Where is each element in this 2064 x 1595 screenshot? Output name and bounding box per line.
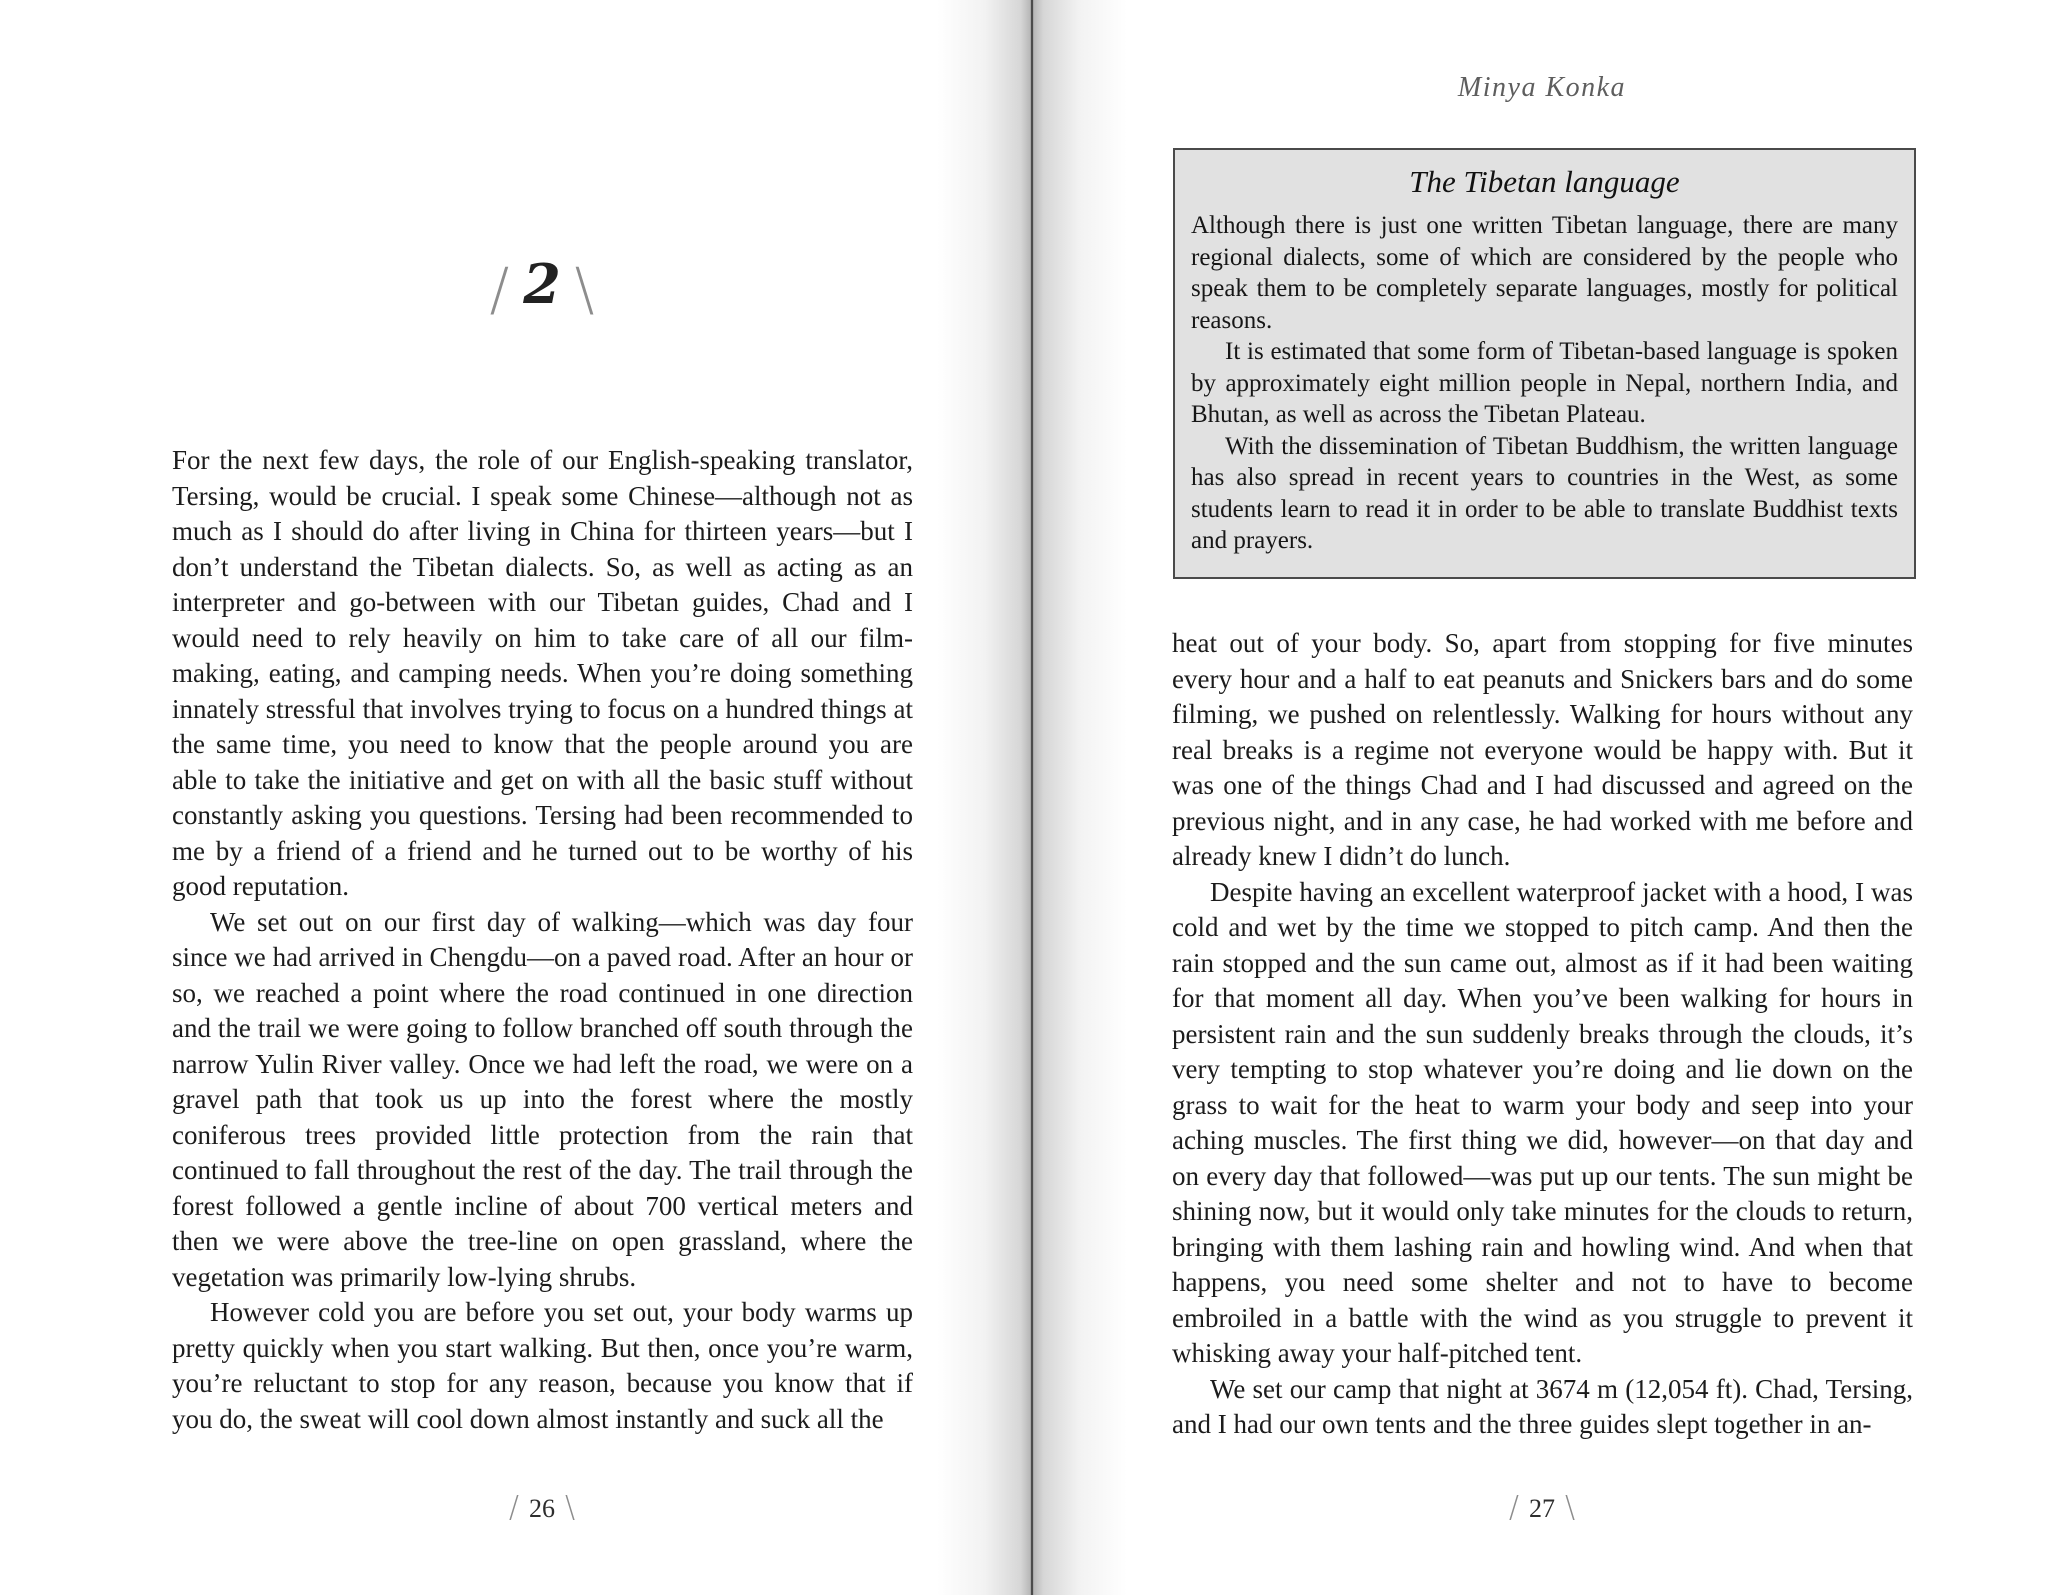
chapter-number-value: 2	[523, 252, 561, 316]
folio-ornament-slash: /	[1508, 1490, 1519, 1525]
body-paragraph: For the next few days, the role of our English-speaking translator, Tersing, would be crucial. I speak some Chinese—although not as much as I should do after living in China for thirteen years—but I don’t understand the Tibetan dialects. So, as well as acting as an interpreter and go-between with our Tibetan guides, Chad and I would need to rely heavily on him to take care of all our film-making, eating, and camping needs. When you’re doing something innately stressful that involves trying to focus on a hundred things at the same time, you need to know that the people around you are able to take the initiative and get on with all the basic stuff without constantly asking you questions. Tersing had been recommended to me by a friend of a friend and he turned out to be worthy of his good reputation.	[172, 445, 913, 901]
sidebar-paragraph: Although there is just one written Tibetan language, there are many regional dialects, some of which are considered by the people who speak them to be completely separate languages, mostly for political reasons.	[1191, 212, 1898, 334]
left-page-body	[172, 443, 913, 1437]
folio-ornament-backslash: \	[565, 1490, 576, 1525]
body-paragraph: However cold you are before you set out, your body warms up pretty quickly when you start walking. But then, once you’re warm, you’re reluctant to stop for any reason, because you know that if you do, the sweat will cool down almost instantly and suck all the	[172, 1297, 913, 1434]
sidebar-paragraph: It is estimated that some form of Tibetan-based language is spoken by approximately eight million people in Nepal, northern India, and Bhutan, as well as across the Tibetan Plateau.	[1191, 338, 1898, 428]
body-paragraph: We set our camp that night at 3674 m (12,054 ft). Chad, Tersing, and I had our own tents and the three guides slept together in an-	[1172, 1373, 1913, 1439]
body-paragraph: Despite having an excellent waterproof jacket with a hood, I was cold and wet by the time we stopped to pitch camp. And then the rain stopped and the sun came out, almost as if it had been waiting for that moment all day. When you’ve been walking for hours in persistent rain and the sun suddenly breaks through the clouds, it’s very tempting to stop whatever you’re doing and lie down on the grass to wait for the heat to warm your body and seep into your aching muscles. The first thing we did, however—on that day and on every day that followed—was put up our tents. The sun might be shining now, but it would only take minutes for the clouds to return, bringing with them lashing rain and howling wind. And when that happens, you need some shelter and not to have to become embroiled in a battle with the wind as you struggle to prevent it whisking away your half-pitched tent.	[1172, 876, 1913, 1368]
right-page-body	[1172, 626, 1913, 1443]
chapter-ornament-slash: /	[489, 255, 510, 323]
left-page-number-value: 26	[529, 1494, 555, 1523]
body-paragraph: We set out on our first day of walking—which was day four since we had arrived in Chengdu—on a paved road. After an hour or so, we reached a point where the road continued in one direction and the trail we were going to follow branched off south through the narrow Yulin River valley. Once we had left the road, we were on a gravel path that took us up into the forest where the mostly coniferous trees provided little protection from the rain that continued to fall throughout the rest of the day. The trail through the forest followed a gentle incline of about 700 vertical meters and then we were above the tree-line on open grassland, where the vegetation was primarily low-lying shrubs.	[172, 906, 913, 1292]
sidebar-paragraph: With the dissemination of Tibetan Buddhism, the written language has also spread in recent years to countries in the West, as some students learn to read it in order to be able to translate Buddhist texts and prayers.	[1191, 432, 1898, 554]
book-spine-shadow	[937, 0, 1127, 1595]
left-page-number	[172, 1490, 912, 1525]
right-page-number-value: 27	[1529, 1494, 1555, 1523]
folio-ornament-backslash: \	[1565, 1490, 1576, 1525]
chapter-ornament-backslash: \	[574, 255, 595, 323]
body-paragraph: heat out of your body. So, apart from stopping for five minutes every hour and a half to eat peanuts and Snickers bars and do some filming, we pushed on relentlessly. Walking for hours without any real breaks is a regime not everyone would be happy with. But it was one of the things Chad and I had discussed and agreed on the previous night, and in any case, he had worked with me before and already knew I didn’t do lunch.	[1172, 628, 1913, 871]
sidebar-title: The Tibetan language	[1409, 164, 1680, 199]
running-head: Minya Konka	[1457, 72, 1627, 103]
chapter-number	[172, 252, 912, 323]
right-page-number	[1172, 1490, 1912, 1525]
folio-ornament-slash: /	[508, 1490, 519, 1525]
sidebar-info-box	[1173, 148, 1916, 579]
